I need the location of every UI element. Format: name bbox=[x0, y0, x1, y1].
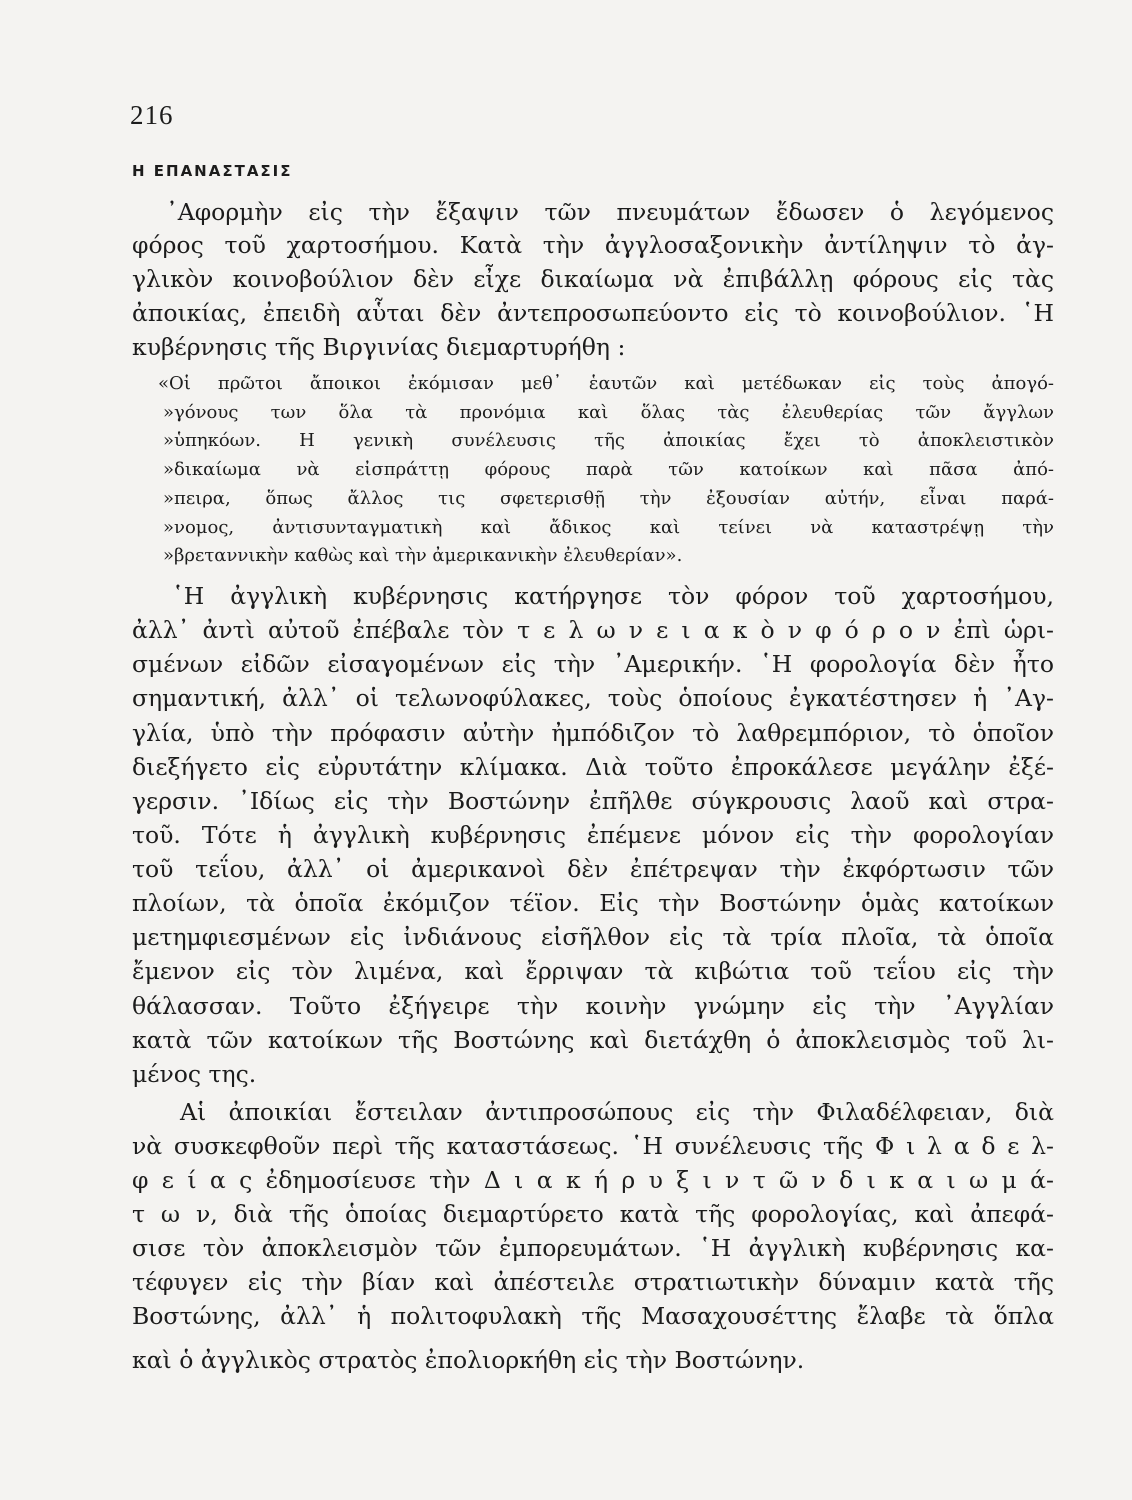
text-line: θάλασσαν. Τοῦτο ἐξήγειρε τὴν κοινὴν γνώμην εἰς τὴν ᾿Αγγλίαν bbox=[132, 992, 1054, 1020]
text-line: σμένων εἰδῶν εἰσαγομένων εἰς τὴν ᾿Αμερικήν. ῾Η φορολογία δὲν ἦτο bbox=[132, 650, 1054, 678]
text-line: ἀποικίας, ἐπειδὴ αὗται δὲν ἀντεπροσωπεύοντο εἰς τὸ κοινοβούλιον. ῾Η bbox=[132, 299, 1054, 327]
text-line: τοῦ τεΐου, ἀλλ᾿ οἱ ἀμερικανοὶ δὲν ἐπέτρεψαν τὴν ἐκφόρτωσιν τῶν bbox=[132, 855, 1054, 883]
text-line: μένος της. bbox=[132, 1060, 257, 1088]
text-line: γερσιν. ᾿Ιδίως εἰς τὴν Βοστώνην ἐπῆλθε σύγκρουσις λαοῦ καὶ στρα- bbox=[132, 787, 1054, 815]
text-line: γλία, ὑπὸ τὴν πρόφασιν αὐτὴν ἠμπόδιζον τὸ λαθρεμπόριον, τὸ ὁποῖον bbox=[132, 719, 1054, 747]
page-number: 216 bbox=[130, 100, 174, 130]
text-line: νὰ συσκεφθοῦν περὶ τῆς καταστάσεως. ῾Η συνέλευσις τῆς Φ ι λ α δ ε λ- bbox=[132, 1132, 1054, 1160]
text-line: διεξήγετο εἰς εὐρυτάτην κλίμακα. Διὰ τοῦτο ἐπροκάλεσε μεγάλην ἐξέ- bbox=[132, 753, 1054, 781]
text-line: καὶ ὁ ἀγγλικὸς στρατὸς ἐπολιορκήθη εἰς τὴν Βοστώνην. bbox=[132, 1346, 805, 1374]
text-line: ᾿Αφορμὴν εἰς τὴν ἔξαψιν τῶν πνευμάτων ἔδωσεν ὁ λεγόμενος bbox=[166, 198, 1054, 226]
quote-line: »νομος, ἀντισυνταγματικὴ καὶ ἄδικος καὶ τείνει νὰ καταστρέψῃ τὴν bbox=[163, 517, 1054, 538]
text-line: σισε τὸν ἀποκλεισμὸν τῶν ἐμπορευμάτων. ῾Η ἀγγλικὴ κυβέρνησις κα- bbox=[132, 1234, 1054, 1262]
quote-line: »βρεταννικὴν καθὼς καὶ τὴν ἀμερικανικὴν ἐλευθερίαν». bbox=[163, 545, 683, 566]
text-line: φ ε ί α ς ἐδημοσίευσε τὴν Δ ι α κ ή ρ υ ξ ι ν τ ῶ ν δ ι κ α ι ω μ ά- bbox=[132, 1166, 1054, 1194]
text-line: γλικὸν κοινοβούλιον δὲν εἶχε δικαίωμα νὰ ἐπιβάλλῃ φόρους εἰς τὰς bbox=[132, 265, 1054, 293]
text-line: τ ω ν, διὰ τῆς ὁποίας διεμαρτύρετο κατὰ τῆς φορολογίας, καὶ ἀπεφά- bbox=[132, 1200, 1054, 1228]
running-head: Η ΕΠΑΝΑΣΤΑΣΙΣ bbox=[132, 162, 293, 180]
text-line: Βοστώνης, ἀλλ᾿ ἡ πολιτοφυλακὴ τῆς Μασαχουσέττης ἔλαβε τὰ ὅπλα bbox=[132, 1302, 1054, 1330]
text-line: μετημφιεσμένων εἰς ἰνδιάνους εἰσῆλθον εἰς τὰ τρία πλοῖα, τὰ ὁποῖα bbox=[132, 923, 1054, 951]
text-line: κυβέρνησις τῆς Βιργινίας διεμαρτυρήθη : bbox=[132, 333, 626, 361]
quote-line: «Οἱ πρῶτοι ἄποικοι ἐκόμισαν μεθ᾿ ἑαυτῶν καὶ μετέδωκαν εἰς τοὺς ἀπογό- bbox=[158, 373, 1054, 394]
text-line: κατὰ τῶν κατοίκων τῆς Βοστώνης καὶ διετάχθη ὁ ἀποκλεισμὸς τοῦ λι- bbox=[132, 1026, 1054, 1054]
text-line: φόρος τοῦ χαρτοσήμου. Κατὰ τὴν ἀγγλοσαξονικὴν ἀντίληψιν τὸ ἀγ- bbox=[132, 231, 1054, 259]
text-line: πλοίων, τὰ ὁποῖα ἐκόμιζον τέϊον. Εἰς τὴν Βοστώνην ὁμὰς κατοίκων bbox=[132, 889, 1054, 917]
text-line: τοῦ. Τότε ἡ ἀγγλικὴ κυβέρνησις ἐπέμενε μόνον εἰς τὴν φορολογίαν bbox=[132, 821, 1054, 849]
text-line: σημαντική, ἀλλ᾿ οἱ τελωνοφύλακες, τοὺς ὁποίους ἐγκατέστησεν ἡ ᾿Αγ- bbox=[132, 684, 1054, 712]
text-line: τέφυγεν εἰς τὴν βίαν καὶ ἀπέστειλε στρατιωτικὴν δύναμιν κατὰ τῆς bbox=[132, 1268, 1054, 1296]
quote-line: »πειρα, ὅπως ἄλλος τις σφετερισθῇ τὴν ἐξουσίαν αὐτήν, εἶναι παρά- bbox=[163, 488, 1054, 509]
text-line: ἔμενον εἰς τὸν λιμένα, καὶ ἔρριψαν τὰ κιβώτια τοῦ τεΐου εἰς τὴν bbox=[132, 957, 1054, 985]
quote-line: »δικαίωμα νὰ εἰσπράττῃ φόρους παρὰ τῶν κατοίκων καὶ πᾶσα ἀπό- bbox=[163, 459, 1054, 480]
text-line: Αἱ ἀποικίαι ἔστειλαν ἀντιπροσώπους εἰς τὴν Φιλαδέλφειαν, διὰ bbox=[180, 1098, 1054, 1126]
text-line: ῾Η ἀγγλικὴ κυβέρνησις κατήργησε τὸν φόρον τοῦ χαρτοσήμου, bbox=[172, 582, 1054, 610]
quote-line: »γόνους των ὅλα τὰ προνόμια καὶ ὅλας τὰς ἐλευθερίας τῶν ἄγγλων bbox=[163, 402, 1054, 423]
quote-line: »ὑπηκόων. Η γενικὴ συνέλευσις τῆς ἀποικίας ἔχει τὸ ἀποκλειστικὸν bbox=[163, 430, 1054, 451]
text-line: ἀλλ᾿ ἀντὶ αὐτοῦ ἐπέβαλε τὸν τ ε λ ω ν ε ι α κ ὸ ν φ ό ρ ο ν ἐπὶ ὡρι- bbox=[132, 616, 1054, 644]
